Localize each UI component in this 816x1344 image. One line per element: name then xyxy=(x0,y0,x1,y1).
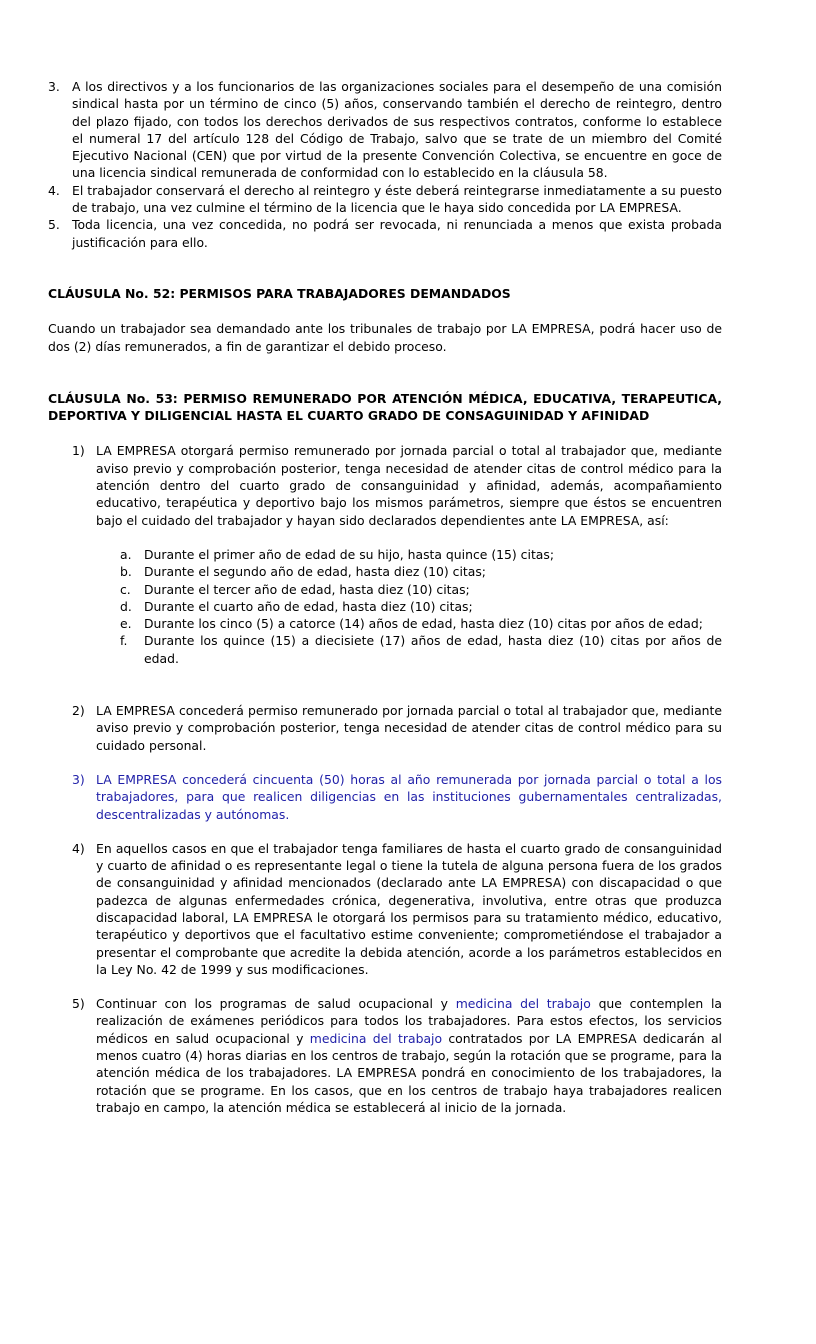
sublist-item xyxy=(48,615,722,632)
list-number: 4. xyxy=(48,182,60,198)
clause-53-item-1 xyxy=(48,442,722,528)
clause-52-body: Cuando un trabajador sea demandado ante los tribunales de trabajo por LA EMPRESA, podrá hacer uso de dos (2) días remunerados, a fin de garantizar el debido proceso. xyxy=(48,321,722,354)
age-sublist xyxy=(48,546,722,667)
list-item xyxy=(48,78,722,182)
item-number: 2) xyxy=(72,703,85,719)
sublist-text: Durante los cinco (5) a catorce (14) años de edad, hasta diez (10) citas por años de edad; xyxy=(144,616,703,632)
item-number: 4) xyxy=(72,840,85,856)
clause-53-heading: CLÁUSULA No. 53: PERMISO REMUNERADO POR ATENCIÓN MÉDICA, EDUCATIVA, TERAPEUTICA, DEPORTIVA Y DILIGENCIAL HASTA EL CUARTO GRADO DE CONSAGUINIDAD Y AFINIDAD xyxy=(48,390,722,424)
sublist-text: Durante los quince (15) a diecisiete (17) años de edad, hasta diez (10) citas por años de edad. xyxy=(144,633,722,666)
item-text-part: Continuar con los programas de salud ocupacional y xyxy=(96,996,456,1012)
sublist-letter: d. xyxy=(120,598,132,614)
sublist-text: Durante el primer año de edad de su hijo, hasta quince (15) citas; xyxy=(144,546,555,562)
revised-text-medicina: medicina del trabajo xyxy=(309,1030,443,1046)
item-text xyxy=(96,995,722,1116)
clause-53-item-3 xyxy=(48,771,722,823)
sublist-text: Durante el tercer año de edad, hasta diez (10) citas; xyxy=(144,581,470,597)
sublist-letter: e. xyxy=(120,616,132,632)
sublist-item xyxy=(48,632,722,667)
list-text: A los directivos y a los funcionarios de las organizaciones sociales para el desempeño de una comisión sindical hasta por un término de cinco (5) años, conservando también el derecho de reintegro, dentro del plazo fijado, con todos los derechos derivados de sus respectivos contratos, conforme lo establece el numeral 17 del artículo 128 del Código de Trabajo, salvo que se trate de un miembro del Comité Ejecutivo Nacional (CEN) que por virtud de la presente Convención Colectiva, se encuentre en goce de una licencia sindical remunerada de conformidad con lo establecido en la cláusula 58. xyxy=(72,79,722,181)
revised-text-medicina: medicina del trabajo xyxy=(455,996,591,1012)
list-number: 3. xyxy=(48,79,60,94)
license-list xyxy=(48,78,722,251)
item-text: En aquellos casos en que el trabajador tenga familiares de hasta el cuarto grado de consanguinidad y cuarto de afinidad o es representante legal o tiene la tutela de alguna persona fuera de los grados de consanguinidad y afinidad mencionados (declarado ante LA EMPRESA) con discapacidad o que padezca de algunas enfermedades crónica, degenerativa, involutiva, entre otras que produzca discapacidad laboral, LA EMPRESA le otorgará los permisos para su tratamiento médico, educativo, terapéutico y deportivos que el facultativo estime conveniente; comprometiéndose el trabajador a presentar el comprobante que acredite la debida atención, acorde a los parámetros establecidos en la Ley No. 42 de 1999 y sus modificaciones. xyxy=(96,840,722,977)
list-text: El trabajador conservará el derecho al reintegro y éste deberá reintegrarse inmediatamente a su puesto de trabajo, una vez culmine el término de la licencia que le haya sido concedida por LA EMPRESA. xyxy=(72,182,722,216)
sublist-letter: c. xyxy=(120,581,131,597)
list-text: Toda licencia, una vez concedida, no podrá ser revocada, ni renunciada a menos que exista probada justificación para ello. xyxy=(72,217,722,250)
sublist-text: Durante el cuarto año de edad, hasta diez (10) citas; xyxy=(144,598,473,614)
clause-52-heading: CLÁUSULA No. 52: PERMISOS PARA TRABAJADORES DEMANDADOS xyxy=(48,285,511,301)
item-number: 3) xyxy=(72,771,85,787)
item-number: 1) xyxy=(72,443,85,459)
item-number: 5) xyxy=(72,996,85,1012)
document-page xyxy=(48,78,722,1116)
sublist-item xyxy=(48,598,722,615)
item-text-part: que contemplen la realización de exámenes periódicos para todos los trabajadores. Para estos efectos, los servicios médicos en salud ocupacional y xyxy=(96,996,722,1046)
sublist-letter: b. xyxy=(120,564,132,580)
item-text: LA EMPRESA concederá cincuenta (50) horas al año remunerada por jornada parcial o total a los trabajadores, para que realicen diligencias en las instituciones gubernamentales centralizadas, descentralizadas y autónomas. xyxy=(96,771,722,822)
item-text-part: contratados por LA EMPRESA dedicarán al menos cuatro (4) horas diarias en los centros de trabajo, según la rotación que se programe, para la atención médica de los trabajadores. LA EMPRESA pondrá en conocimiento de los trabajadores, la rotación que se programe. En los casos, que en los centros de trabajo haya trabajadores realicen trabajo en campo, la atención médica se establecerá al inicio de la jornada. xyxy=(96,1030,722,1115)
sublist-item xyxy=(48,563,722,580)
item-text: LA EMPRESA concederá permiso remunerado por jornada parcial o total al trabajador que, mediante aviso previo y comprobación posterior, tenga necesidad de atender citas de control médico para su cuidado personal. xyxy=(96,703,722,753)
sublist-letter: f. xyxy=(120,633,128,649)
clause-53-item-4 xyxy=(48,840,722,978)
item-text: LA EMPRESA otorgará permiso remunerado por jornada parcial o total al trabajador que, mediante aviso previo y comprobación posterior, tenga necesidad de atender citas de control médico para la atención dentro del cuarto grado de consanguinidad y afinidad, además, acompañamiento educativo, terapéutica y deportivo bajo los mismos parámetros, siempre que éstos se encuentren bajo el cuidado del trabajador y hayan sido declarados dependientes ante LA EMPRESA, así: xyxy=(96,443,722,528)
clause-53-item-2 xyxy=(48,702,722,754)
sublist-text: Durante el segundo año de edad, hasta diez (10) citas; xyxy=(144,564,486,580)
sublist-item xyxy=(48,581,722,598)
list-item xyxy=(48,216,722,251)
clause-53-item-5 xyxy=(48,995,722,1116)
sublist-letter: a. xyxy=(120,546,132,562)
sublist-item xyxy=(48,546,722,563)
list-item xyxy=(48,182,722,217)
list-number: 5. xyxy=(48,217,60,233)
